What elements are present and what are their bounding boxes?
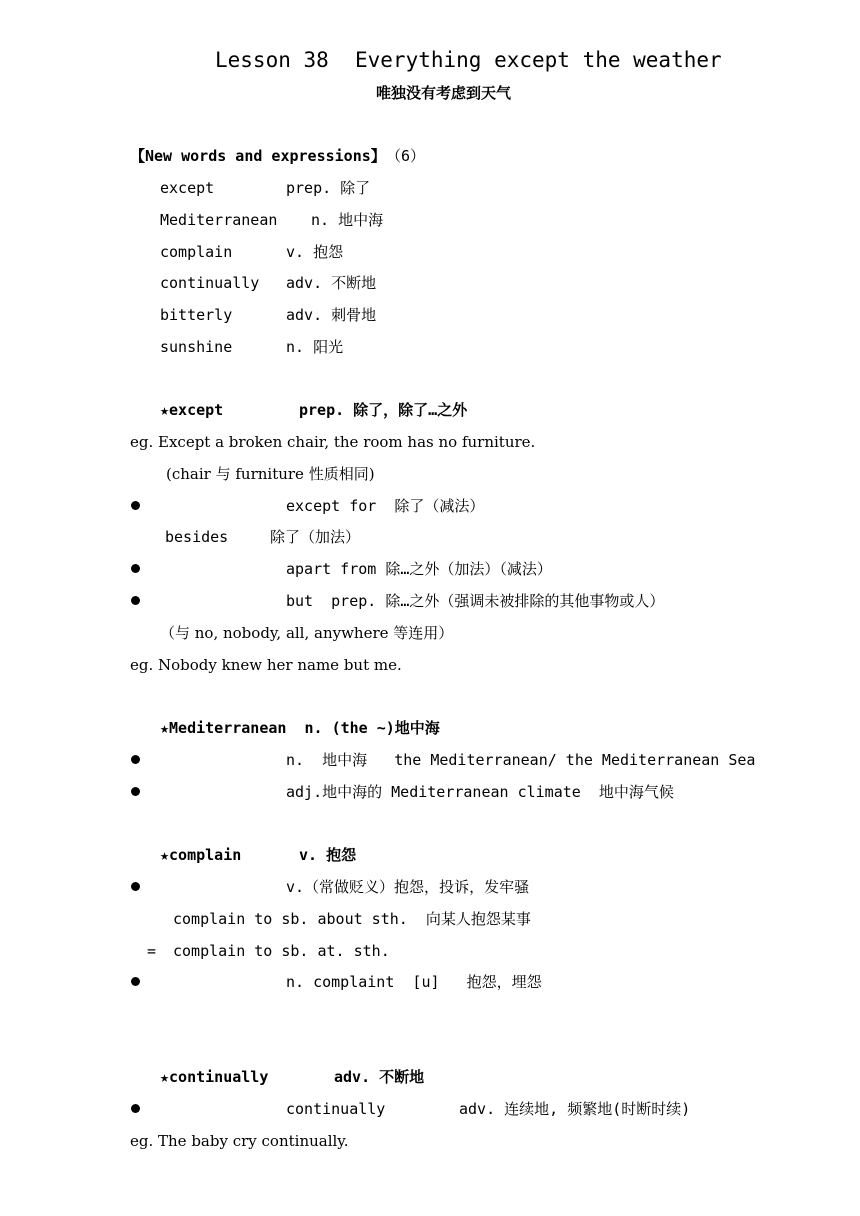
- except-example-1: eg. Except a broken chair, the room has no furniture.: [130, 433, 536, 451]
- complain-verb-item: v.（常做贬义）抱怨，投诉，发牢骚: [286, 878, 530, 896]
- bullet-icon: [131, 882, 140, 891]
- bullet-icon: [131, 977, 140, 986]
- continually-word: continually: [286, 1100, 386, 1118]
- word-complain: complain: [160, 243, 233, 261]
- def-sunshine: n. 阳光: [286, 338, 344, 356]
- bullet-icon: [131, 755, 140, 764]
- lesson-subtitle: 唯独没有考虑到天气: [376, 84, 512, 102]
- but-note: （与 no, nobody, all, anywhere 等连用）: [160, 624, 454, 642]
- complain-phrase-2: complain to sb. at. sth.: [173, 942, 390, 960]
- bullet-icon: [131, 564, 140, 573]
- mediterranean-heading: ★Mediterranean n. (the ~)地中海: [160, 719, 440, 737]
- complain-heading-word: ★complain: [160, 846, 242, 864]
- except-note-1: (chair 与 furniture 性质相同): [166, 465, 375, 483]
- word-continually: continually: [160, 274, 260, 292]
- except-for-item: except for 除了（减法）: [286, 497, 485, 515]
- besides-def: 除了（加法）: [270, 528, 361, 546]
- mediterranean-noun-item: n. 地中海 the Mediterranean/ the Mediterranean Sea: [286, 751, 756, 769]
- word-except: except: [160, 179, 215, 197]
- continually-def: adv. 连续地, 频繁地(时断时续): [459, 1100, 691, 1118]
- bullet-icon: [131, 1104, 140, 1113]
- bullet-icon: [131, 787, 140, 796]
- complain-heading-def: v. 抱怨: [299, 846, 357, 864]
- def-bitterly: adv. 刺骨地: [286, 306, 377, 324]
- but-item: but prep. 除…之外（强调未被排除的其他事物或人）: [286, 592, 665, 610]
- word-mediterranean: Mediterranean: [160, 211, 278, 229]
- def-except: prep. 除了: [286, 179, 371, 197]
- def-complain: v. 抱怨: [286, 243, 344, 261]
- except-example-2: eg. Nobody knew her name but me.: [130, 656, 402, 674]
- continually-heading-def: adv. 不断地: [334, 1068, 425, 1086]
- except-heading-word: ★except: [160, 401, 224, 419]
- word-sunshine: sunshine: [160, 338, 233, 356]
- apart-from-item: apart from 除…之外（加法）（减法）: [286, 560, 552, 578]
- besides-word: besides: [165, 528, 229, 546]
- bullet-icon: [131, 596, 140, 605]
- complaint-noun-item: n. complaint [u] 抱怨，埋怨: [286, 973, 542, 991]
- lesson-number: Lesson 38: [215, 48, 329, 72]
- bullet-icon: [131, 501, 140, 510]
- complain-phrase-1: complain to sb. about sth. 向某人抱怨某事: [173, 910, 531, 928]
- equals-sign: =: [147, 942, 157, 960]
- new-words-heading: 【New words and expressions】: [130, 147, 386, 165]
- except-heading-def: prep. 除了，除了…之外: [299, 401, 468, 419]
- continually-example: eg. The baby cry continually.: [130, 1132, 349, 1150]
- continually-heading-word: ★continually: [160, 1068, 269, 1086]
- new-words-count: （6）: [386, 147, 426, 165]
- word-bitterly: bitterly: [160, 306, 233, 324]
- def-continually: adv. 不断地: [286, 274, 377, 292]
- def-mediterranean: n. 地中海: [311, 211, 384, 229]
- mediterranean-adj-item: adj.地中海的 Mediterranean climate 地中海气候: [286, 783, 674, 801]
- lesson-title: Everything except the weather: [355, 48, 722, 72]
